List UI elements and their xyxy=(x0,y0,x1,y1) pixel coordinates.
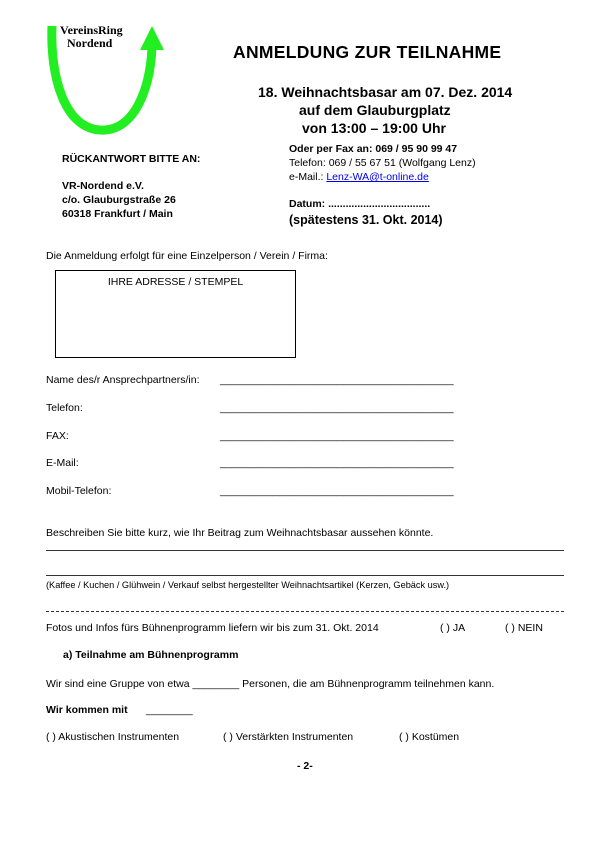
field-mobile-label: Mobil-Telefon: xyxy=(46,485,112,497)
field-phone-label: Telefon: xyxy=(46,402,83,414)
field-email-line[interactable]: ________________________________________ xyxy=(220,457,454,469)
option-amplified-checkbox[interactable]: ( ) Verstärkten Instrumenten xyxy=(223,731,354,743)
photos-text: Fotos und Infos fürs Bühnenprogramm liefern wir bis zum 31. Okt. 2014 xyxy=(46,622,379,634)
option-costumes-checkbox[interactable]: ( ) Kostümen xyxy=(399,731,460,743)
field-fax-line[interactable]: ________________________________________ xyxy=(220,430,454,442)
logo-text-line2: Nordend xyxy=(67,36,113,50)
intro-text: Die Anmeldung erfolgt für eine Einzelperson / Verein / Firma: xyxy=(46,250,328,262)
email-info xyxy=(289,171,429,183)
field-email-label: E-Mail: xyxy=(46,457,79,469)
fax-info: Oder per Fax an: 069 / 95 90 99 47 xyxy=(289,143,458,155)
field-fax-label: FAX: xyxy=(46,430,69,442)
email-label: e-Mail.: xyxy=(289,171,327,183)
reply-street: c/o. Glauburgstraße 26 xyxy=(62,194,176,206)
email-link[interactable]: Lenz-WA@t-online.de xyxy=(326,171,429,183)
field-name-label: Name des/r Ansprechpartners/in: xyxy=(46,374,200,386)
option-acoustic-checkbox[interactable]: ( ) Akustischen Instrumenten xyxy=(46,731,180,743)
coming-with-label: Wir kommen mit xyxy=(46,704,128,716)
vereinsring-logo xyxy=(40,18,180,148)
group-size-text[interactable]: Wir sind eine Gruppe von etwa ________ Personen, die am Bühnenprogramm teilnehmen kann. xyxy=(46,678,495,690)
coming-with-line[interactable]: ________ xyxy=(146,704,193,716)
field-name-line[interactable]: ________________________________________ xyxy=(220,374,454,386)
photos-no-checkbox[interactable]: ( ) NEIN xyxy=(505,622,543,634)
examples-text: (Kaffee / Kuchen / Glühwein / Verkauf selbst hergestellter Weihnachtsartikel (Kerzen, Gebäck usw.) xyxy=(46,580,450,590)
reply-org: VR-Nordend e.V. xyxy=(62,180,144,192)
describe-text: Beschreiben Sie bitte kurz, wie Ihr Beitrag zum Weihnachtsbasar aussehen könnte. xyxy=(46,527,434,539)
deadline: (spätestens 31. Okt. 2014) xyxy=(289,213,443,227)
field-phone-line[interactable]: ________________________________________ xyxy=(220,402,454,414)
reply-label: RÜCKANTWORT BITTE AN: xyxy=(62,153,201,165)
date-field: Datum: ................................... xyxy=(289,198,431,210)
event-line3: von 13:00 – 19:00 Uhr xyxy=(302,120,446,136)
event-line1: 18. Weihnachtsbasar am 07. Dez. 2014 xyxy=(258,84,513,100)
field-mobile-line[interactable]: ________________________________________ xyxy=(220,485,454,497)
describe-line-1[interactable] xyxy=(46,550,564,551)
page-number: - 2- xyxy=(297,760,313,772)
dashed-separator xyxy=(46,611,564,612)
phone-info: Telefon: 069 / 55 67 51 (Wolfgang Lenz) xyxy=(289,157,476,169)
photos-yes-checkbox[interactable]: ( ) JA xyxy=(440,622,466,634)
event-line2: auf dem Glauburgplatz xyxy=(299,102,451,118)
section-a-heading: a) Teilnahme am Bühnenprogramm xyxy=(63,649,239,661)
reply-city: 60318 Frankfurt / Main xyxy=(62,208,173,220)
page-title: ANMELDUNG ZUR TEILNAHME xyxy=(233,42,502,62)
describe-line-2[interactable] xyxy=(46,575,564,576)
address-stamp-box[interactable] xyxy=(55,270,296,358)
address-box-label: IHRE ADRESSE / STEMPEL xyxy=(107,276,244,288)
logo-text-line1: VereinsRing xyxy=(60,23,123,37)
